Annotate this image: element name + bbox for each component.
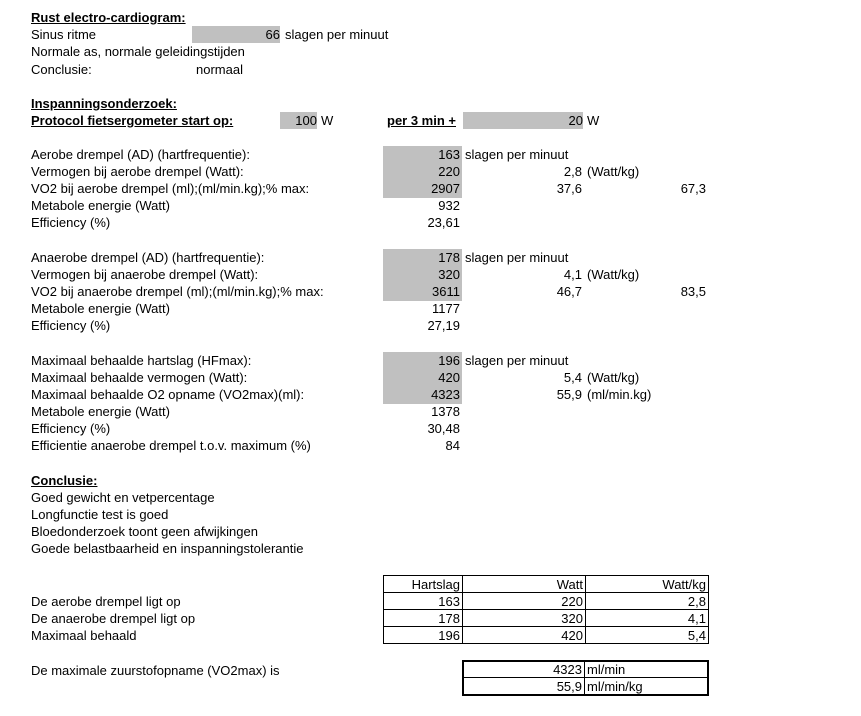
step-value: 20 xyxy=(568,113,583,128)
as-text: Normale as, normale geleidingstijden xyxy=(31,44,245,59)
summary-row-label: De anaerobe drempel ligt op xyxy=(31,611,196,626)
rust-heading: Rust electro-cardiogram: xyxy=(31,10,186,25)
anaerobe-value: 1177 xyxy=(432,301,460,316)
maximaal-value: 30,48 xyxy=(427,421,460,436)
summary-cell: 420 xyxy=(561,628,583,643)
sinus-unit: slagen per minuut xyxy=(285,27,389,42)
anaerobe-value: 3611 xyxy=(432,284,460,299)
anaerobe-label: Efficiency (%) xyxy=(31,318,111,333)
vo2max-value: 4323 xyxy=(553,662,582,677)
maximaal-c4: (ml/min.kg) xyxy=(587,387,652,402)
step-unit: W xyxy=(587,113,600,128)
summary-cell: 320 xyxy=(561,611,583,626)
aerobe-value: 932 xyxy=(438,198,460,213)
maximaal-c3: 5,4 xyxy=(563,370,582,385)
inspanning-heading: Inspanningsonderzoek: xyxy=(31,96,177,111)
vo2max-label: De maximale zuurstofopname (VO2max) is xyxy=(31,663,280,678)
conclusie-value: normaal xyxy=(196,62,243,77)
anaerobe-value: 27,19 xyxy=(427,318,460,333)
summary-cell: 220 xyxy=(561,594,583,609)
anaerobe-c3: 4,1 xyxy=(563,267,582,282)
aerobe-value: 23,61 xyxy=(427,215,460,230)
summary-cell: 4,1 xyxy=(687,611,706,626)
summary-header: Watt/kg xyxy=(662,577,706,592)
start-unit: W xyxy=(321,113,334,128)
anaerobe-c4: (Watt/kg) xyxy=(587,267,640,282)
aerobe-unit: slagen per minuut xyxy=(465,147,569,162)
sinus-label: Sinus ritme xyxy=(31,27,97,42)
anaerobe-value: 178 xyxy=(438,250,460,265)
aerobe-c4: (Watt/kg) xyxy=(587,164,640,179)
maximaal-value: 1378 xyxy=(431,404,460,419)
summary-header: Watt xyxy=(556,577,583,592)
vo2max-unit: ml/min/kg xyxy=(587,679,643,694)
anaerobe-value: 320 xyxy=(438,267,460,282)
summary-cell: 178 xyxy=(438,611,460,626)
anaerobe-c3: 46,7 xyxy=(556,284,582,299)
aerobe-value: 220 xyxy=(438,164,460,179)
aerobe-value: 163 xyxy=(438,147,460,162)
maximaal-value: 420 xyxy=(438,370,460,385)
anaerobe-label: Anaerobe drempel (AD) (hartfrequentie): xyxy=(31,250,265,265)
maximaal-label: Efficiency (%) xyxy=(31,421,111,436)
start-value: 100 xyxy=(295,113,317,128)
maximaal-label: Maximaal behaalde hartslag (HFmax): xyxy=(31,353,252,368)
summary-row-label: Maximaal behaald xyxy=(31,628,137,643)
protocol-label: Protocol fietsergometer start op: xyxy=(31,113,234,128)
maximaal-value: 84 xyxy=(445,438,460,453)
aerobe-label: VO2 bij aerobe drempel (ml);(ml/min.kg);% max: xyxy=(31,181,310,196)
maximaal-c3: 55,9 xyxy=(556,387,582,402)
aerobe-value: 2907 xyxy=(431,181,460,196)
aerobe-c3: 2,8 xyxy=(563,164,582,179)
anaerobe-label: VO2 bij anaerobe drempel (ml);(ml/min.kg);% max: xyxy=(31,284,324,299)
maximaal-label: Metabole energie (Watt) xyxy=(31,404,170,419)
maximaal-unit: slagen per minuut xyxy=(465,353,569,368)
vo2max-unit: ml/min xyxy=(587,662,626,677)
summary-cell: 163 xyxy=(438,594,460,609)
conclusie-heading: Conclusie: xyxy=(31,473,98,488)
summary-cell: 196 xyxy=(438,628,460,643)
maximaal-label: Maximaal behaalde O2 opname (VO2max)(ml): xyxy=(31,387,305,402)
summary-cell: 2,8 xyxy=(687,594,706,609)
anaerobe-unit: slagen per minuut xyxy=(465,250,569,265)
step-label: per 3 min + xyxy=(387,113,456,128)
anaerobe-c5: 83,5 xyxy=(680,284,706,299)
maximaal-value: 4323 xyxy=(431,387,460,402)
aerobe-label: Efficiency (%) xyxy=(31,215,111,230)
conclusie-line: Longfunctie test is goed xyxy=(31,507,169,522)
aerobe-c5: 67,3 xyxy=(680,181,706,196)
conclusie-line: Goede belastbaarheid en inspanningstolerantie xyxy=(31,541,304,556)
summary-row-label: De aerobe drempel ligt op xyxy=(31,594,181,609)
sinus-value: 66 xyxy=(265,27,280,42)
aerobe-label: Vermogen bij aerobe drempel (Watt): xyxy=(31,164,244,179)
anaerobe-label: Vermogen bij anaerobe drempel (Watt): xyxy=(31,267,259,282)
summary-header: Hartslag xyxy=(411,577,460,592)
anaerobe-label: Metabole energie (Watt) xyxy=(31,301,170,316)
aerobe-label: Aerobe drempel (AD) (hartfrequentie): xyxy=(31,147,250,162)
maximaal-label: Maximaal behaalde vermogen (Watt): xyxy=(31,370,248,385)
conclusie-line: Bloedonderzoek toont geen afwijkingen xyxy=(31,524,258,539)
aerobe-c3: 37,6 xyxy=(556,181,582,196)
conclusie-label: Conclusie: xyxy=(31,62,92,77)
aerobe-label: Metabole energie (Watt) xyxy=(31,198,170,213)
maximaal-c4: (Watt/kg) xyxy=(587,370,640,385)
summary-cell: 5,4 xyxy=(687,628,706,643)
maximaal-label: Efficientie anaerobe drempel t.o.v. maximum (%) xyxy=(31,438,311,453)
conclusie-line: Goed gewicht en vetpercentage xyxy=(31,490,215,505)
maximaal-value: 196 xyxy=(438,353,460,368)
vo2max-value: 55,9 xyxy=(556,679,582,694)
